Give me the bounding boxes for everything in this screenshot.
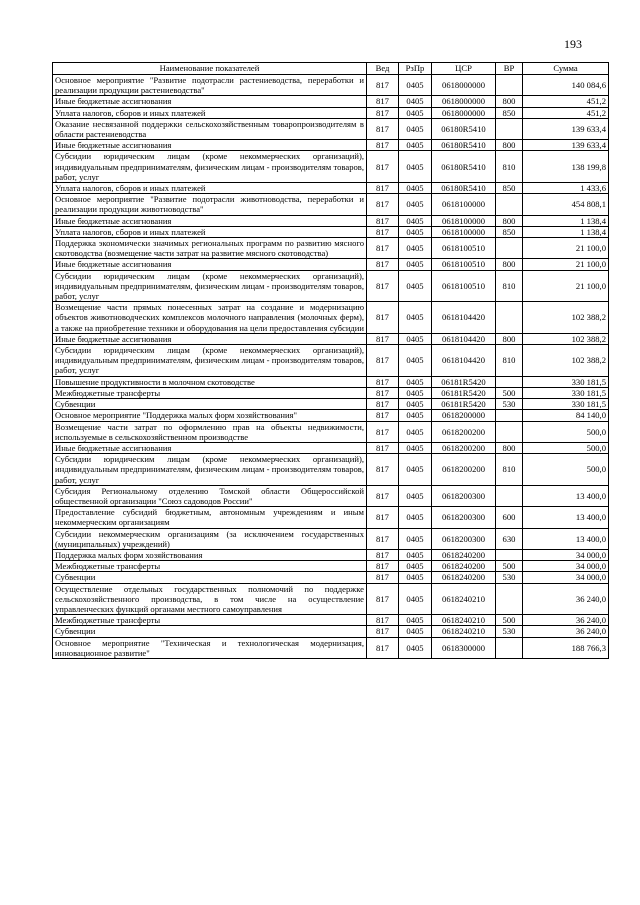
cell-name: Межбюджетные трансферты [53, 387, 367, 398]
table-row [53, 194, 609, 215]
cell-ved: 817 [367, 140, 399, 151]
cell-rzpr: 0405 [399, 615, 432, 626]
cell-name: Иные бюджетные ассигнования [53, 215, 367, 226]
cell-rzpr: 0405 [399, 454, 432, 486]
table-row [53, 626, 609, 637]
cell-vr: 810 [496, 151, 523, 183]
cell-ved: 817 [367, 259, 399, 270]
table-row [53, 215, 609, 226]
cell-rzpr: 0405 [399, 75, 432, 96]
cell-name: Основное мероприятие "Техническая и технологическая модернизация, инновационное развитие" [53, 637, 367, 658]
cell-vr: 810 [496, 454, 523, 486]
cell-sum: 330 181,5 [523, 376, 609, 387]
cell-rzpr: 0405 [399, 507, 432, 528]
cell-sum: 34 000,0 [523, 549, 609, 560]
cell-csr: 0618240200 [432, 549, 496, 560]
cell-csr: 0618200300 [432, 485, 496, 506]
cell-rzpr: 0405 [399, 226, 432, 237]
cell-name: Субсидии юридическим лицам (кроме некоммерческих организаций), индивидуальным предпринимателям, физическим лицам - производителям товаров, работ, услуг [53, 151, 367, 183]
table-row [53, 528, 609, 549]
table-row [53, 270, 609, 302]
cell-rzpr: 0405 [399, 637, 432, 658]
cell-sum: 21 100,0 [523, 270, 609, 302]
cell-ved: 817 [367, 118, 399, 139]
cell-sum: 13 400,0 [523, 485, 609, 506]
header-vr: ВР [496, 63, 523, 75]
cell-csr: 0618240210 [432, 583, 496, 615]
cell-ved: 817 [367, 410, 399, 421]
cell-rzpr: 0405 [399, 215, 432, 226]
cell-ved: 817 [367, 442, 399, 453]
cell-ved: 817 [367, 376, 399, 387]
cell-csr: 0618000000 [432, 107, 496, 118]
cell-ved: 817 [367, 421, 399, 442]
cell-ved: 817 [367, 626, 399, 637]
cell-vr: 800 [496, 215, 523, 226]
cell-csr: 06181R5420 [432, 399, 496, 410]
cell-sum: 451,2 [523, 107, 609, 118]
table-row [53, 507, 609, 528]
cell-sum: 138 199,8 [523, 151, 609, 183]
cell-sum: 36 240,0 [523, 583, 609, 615]
cell-rzpr: 0405 [399, 118, 432, 139]
cell-sum: 1 433,6 [523, 183, 609, 194]
cell-csr: 0618200000 [432, 410, 496, 421]
cell-name: Возмещение части затрат по оформлению прав на объекты недвижимости, используемые в сельскохозяйственном производстве [53, 421, 367, 442]
cell-csr: 0618240200 [432, 572, 496, 583]
cell-name: Уплата налогов, сборов и иных платежей [53, 226, 367, 237]
cell-ved: 817 [367, 485, 399, 506]
cell-ved: 817 [367, 454, 399, 486]
cell-vr [496, 583, 523, 615]
cell-name: Субвенции [53, 626, 367, 637]
cell-ved: 817 [367, 194, 399, 215]
cell-sum: 36 240,0 [523, 615, 609, 626]
cell-rzpr: 0405 [399, 238, 432, 259]
cell-name: Субвенции [53, 572, 367, 583]
table-row [53, 376, 609, 387]
cell-vr: 810 [496, 270, 523, 302]
cell-sum: 1 138,4 [523, 215, 609, 226]
cell-sum: 84 140,0 [523, 410, 609, 421]
table-header-row [53, 63, 609, 75]
cell-ved: 817 [367, 528, 399, 549]
cell-vr: 800 [496, 442, 523, 453]
table-row [53, 140, 609, 151]
cell-name: Субсидии юридическим лицам (кроме некоммерческих организаций), индивидуальным предпринимателям, физическим лицам - производителям товаров, работ, услуг [53, 345, 367, 377]
cell-csr: 06180R5410 [432, 118, 496, 139]
cell-rzpr: 0405 [399, 183, 432, 194]
cell-name: Иные бюджетные ассигнования [53, 96, 367, 107]
cell-vr [496, 637, 523, 658]
cell-rzpr: 0405 [399, 485, 432, 506]
cell-sum: 36 240,0 [523, 626, 609, 637]
cell-vr [496, 421, 523, 442]
cell-csr: 06180R5410 [432, 151, 496, 183]
cell-name: Уплата налогов, сборов и иных платежей [53, 107, 367, 118]
cell-sum: 454 808,1 [523, 194, 609, 215]
cell-rzpr: 0405 [399, 140, 432, 151]
cell-ved: 817 [367, 302, 399, 334]
cell-rzpr: 0405 [399, 259, 432, 270]
table-row [53, 549, 609, 560]
cell-name: Оказание несвязанной поддержки сельскохозяйственным товаропроизводителям в области растениеводства [53, 118, 367, 139]
cell-vr [496, 118, 523, 139]
cell-rzpr: 0405 [399, 572, 432, 583]
cell-csr: 0618200200 [432, 421, 496, 442]
cell-rzpr: 0405 [399, 107, 432, 118]
cell-vr: 530 [496, 572, 523, 583]
table-row [53, 238, 609, 259]
cell-name: Субсидия Региональному отделению Томской области Общероссийской общественной организации "Союз садоводов России" [53, 485, 367, 506]
cell-vr [496, 376, 523, 387]
budget-table [52, 62, 609, 659]
cell-csr: 0618240210 [432, 615, 496, 626]
cell-vr [496, 75, 523, 96]
cell-csr: 0618104420 [432, 345, 496, 377]
cell-vr: 530 [496, 626, 523, 637]
cell-name: Иные бюджетные ассигнования [53, 140, 367, 151]
table-row [53, 96, 609, 107]
table-row [53, 637, 609, 658]
cell-vr: 810 [496, 345, 523, 377]
cell-ved: 817 [367, 387, 399, 398]
cell-rzpr: 0405 [399, 96, 432, 107]
cell-csr: 0618104420 [432, 302, 496, 334]
cell-sum: 451,2 [523, 96, 609, 107]
cell-ved: 817 [367, 399, 399, 410]
cell-ved: 817 [367, 507, 399, 528]
cell-ved: 817 [367, 75, 399, 96]
cell-name: Субсидии юридическим лицам (кроме некоммерческих организаций), индивидуальным предпринимателям, физическим лицам - производителям товаров, работ, услуг [53, 454, 367, 486]
cell-ved: 817 [367, 333, 399, 344]
table-row [53, 302, 609, 334]
cell-csr: 0618240200 [432, 561, 496, 572]
cell-vr: 800 [496, 96, 523, 107]
cell-ved: 817 [367, 549, 399, 560]
cell-csr: 06181R5420 [432, 387, 496, 398]
cell-csr: 06180R5410 [432, 140, 496, 151]
cell-vr: 850 [496, 226, 523, 237]
cell-csr: 0618200300 [432, 528, 496, 549]
cell-csr: 06181R5420 [432, 376, 496, 387]
cell-csr: 0618200200 [432, 442, 496, 453]
cell-rzpr: 0405 [399, 333, 432, 344]
cell-rzpr: 0405 [399, 194, 432, 215]
cell-name: Возмещение части прямых понесенных затрат на создание и модернизацию объектов животноводческих комплексов молочного направления (молочных ферм), а также на приобретение техники и оборудования на цели предоставления субсидии [53, 302, 367, 334]
cell-name: Предоставление субсидий бюджетным, автономным учреждениям и иным некоммерческим организациям [53, 507, 367, 528]
cell-ved: 817 [367, 572, 399, 583]
cell-rzpr: 0405 [399, 387, 432, 398]
cell-ved: 817 [367, 270, 399, 302]
cell-csr: 0618100510 [432, 270, 496, 302]
cell-vr: 500 [496, 615, 523, 626]
table-row [53, 399, 609, 410]
cell-name: Межбюджетные трансферты [53, 615, 367, 626]
cell-vr: 850 [496, 183, 523, 194]
header-sum: Сумма [523, 63, 609, 75]
table-row [53, 442, 609, 453]
cell-csr: 0618104420 [432, 333, 496, 344]
cell-ved: 817 [367, 615, 399, 626]
cell-rzpr: 0405 [399, 345, 432, 377]
table-row [53, 387, 609, 398]
cell-name: Уплата налогов, сборов и иных платежей [53, 183, 367, 194]
cell-sum: 139 633,4 [523, 118, 609, 139]
cell-sum: 1 138,4 [523, 226, 609, 237]
cell-rzpr: 0405 [399, 561, 432, 572]
cell-sum: 102 388,2 [523, 345, 609, 377]
cell-vr [496, 485, 523, 506]
table-row [53, 615, 609, 626]
cell-sum: 139 633,4 [523, 140, 609, 151]
cell-sum: 140 084,6 [523, 75, 609, 96]
table-row [53, 421, 609, 442]
header-ved: Вед [367, 63, 399, 75]
cell-ved: 817 [367, 107, 399, 118]
cell-sum: 34 000,0 [523, 561, 609, 572]
cell-rzpr: 0405 [399, 421, 432, 442]
table-row [53, 561, 609, 572]
cell-sum: 102 388,2 [523, 333, 609, 344]
cell-name: Основное мероприятие "Развитие подотрасли животноводства, переработки и реализации продукции животноводства" [53, 194, 367, 215]
cell-sum: 330 181,5 [523, 387, 609, 398]
cell-ved: 817 [367, 96, 399, 107]
cell-ved: 817 [367, 151, 399, 183]
cell-csr: 0618100510 [432, 238, 496, 259]
cell-name: Субсидии некоммерческим организациям (за исключением государственных (муниципальных) учреждений) [53, 528, 367, 549]
cell-name: Субвенции [53, 399, 367, 410]
cell-name: Осуществление отдельных государственных полномочий по поддержке сельскохозяйственного производства, в том числе на осуществление управленческих функций органами местного самоуправления [53, 583, 367, 615]
cell-ved: 817 [367, 583, 399, 615]
table-row [53, 583, 609, 615]
cell-sum: 500,0 [523, 442, 609, 453]
cell-name: Повышение продуктивности в молочном скотоводстве [53, 376, 367, 387]
cell-name: Основное мероприятие "Развитие подотрасли растениеводства, переработки и реализации продукции растениеводства" [53, 75, 367, 96]
cell-csr: 0618300000 [432, 637, 496, 658]
cell-ved: 817 [367, 215, 399, 226]
cell-ved: 817 [367, 561, 399, 572]
cell-name: Иные бюджетные ассигнования [53, 333, 367, 344]
table-row [53, 107, 609, 118]
cell-vr [496, 194, 523, 215]
cell-csr: 0618200300 [432, 507, 496, 528]
cell-vr: 800 [496, 333, 523, 344]
page-number: 193 [564, 37, 582, 51]
cell-vr: 850 [496, 107, 523, 118]
cell-rzpr: 0405 [399, 583, 432, 615]
cell-ved: 817 [367, 345, 399, 377]
cell-csr: 0618240210 [432, 626, 496, 637]
cell-name: Иные бюджетные ассигнования [53, 442, 367, 453]
cell-rzpr: 0405 [399, 549, 432, 560]
cell-ved: 817 [367, 226, 399, 237]
cell-csr: 0618000000 [432, 75, 496, 96]
cell-sum: 13 400,0 [523, 528, 609, 549]
cell-csr: 0618100000 [432, 194, 496, 215]
cell-sum: 21 100,0 [523, 259, 609, 270]
cell-rzpr: 0405 [399, 528, 432, 549]
cell-name: Межбюджетные трансферты [53, 561, 367, 572]
cell-csr: 0618100000 [432, 215, 496, 226]
cell-rzpr: 0405 [399, 270, 432, 302]
cell-csr: 0618100510 [432, 259, 496, 270]
cell-sum: 500,0 [523, 454, 609, 486]
cell-rzpr: 0405 [399, 442, 432, 453]
table-row [53, 454, 609, 486]
table-row [53, 226, 609, 237]
cell-vr [496, 410, 523, 421]
header-name: Наименование показателей [53, 63, 367, 75]
table-row [53, 75, 609, 96]
cell-rzpr: 0405 [399, 626, 432, 637]
table-row [53, 410, 609, 421]
cell-vr [496, 238, 523, 259]
cell-name: Субсидии юридическим лицам (кроме некоммерческих организаций), индивидуальным предпринимателям, физическим лицам - производителям товаров, работ, услуг [53, 270, 367, 302]
cell-name: Поддержка экономически значимых региональных программ по развитию мясного скотоводства (возмещение части затрат на развитие мясного скотоводства) [53, 238, 367, 259]
table-row [53, 485, 609, 506]
cell-vr: 530 [496, 399, 523, 410]
table-row [53, 183, 609, 194]
cell-vr: 630 [496, 528, 523, 549]
header-rzpr: РзПр [399, 63, 432, 75]
cell-ved: 817 [367, 183, 399, 194]
cell-rzpr: 0405 [399, 410, 432, 421]
cell-vr: 800 [496, 259, 523, 270]
table-row [53, 151, 609, 183]
cell-rzpr: 0405 [399, 151, 432, 183]
cell-name: Иные бюджетные ассигнования [53, 259, 367, 270]
table-row [53, 333, 609, 344]
cell-ved: 817 [367, 637, 399, 658]
cell-vr: 600 [496, 507, 523, 528]
cell-rzpr: 0405 [399, 376, 432, 387]
cell-rzpr: 0405 [399, 302, 432, 334]
table-row [53, 345, 609, 377]
table-row [53, 572, 609, 583]
table-row [53, 259, 609, 270]
cell-ved: 817 [367, 238, 399, 259]
cell-sum: 330 181,5 [523, 399, 609, 410]
cell-name: Основное мероприятие "Поддержка малых форм хозяйствования" [53, 410, 367, 421]
cell-vr: 500 [496, 561, 523, 572]
cell-vr [496, 302, 523, 334]
cell-sum: 21 100,0 [523, 238, 609, 259]
cell-sum: 34 000,0 [523, 572, 609, 583]
header-csr: ЦСР [432, 63, 496, 75]
cell-csr: 0618000000 [432, 96, 496, 107]
cell-vr: 800 [496, 140, 523, 151]
cell-vr: 500 [496, 387, 523, 398]
cell-sum: 13 400,0 [523, 507, 609, 528]
cell-sum: 102 388,2 [523, 302, 609, 334]
cell-csr: 0618100000 [432, 226, 496, 237]
cell-sum: 188 766,3 [523, 637, 609, 658]
cell-sum: 500,0 [523, 421, 609, 442]
cell-csr: 06180R5410 [432, 183, 496, 194]
cell-name: Поддержка малых форм хозяйствования [53, 549, 367, 560]
cell-csr: 0618200200 [432, 454, 496, 486]
table-row [53, 118, 609, 139]
cell-rzpr: 0405 [399, 399, 432, 410]
cell-vr [496, 549, 523, 560]
